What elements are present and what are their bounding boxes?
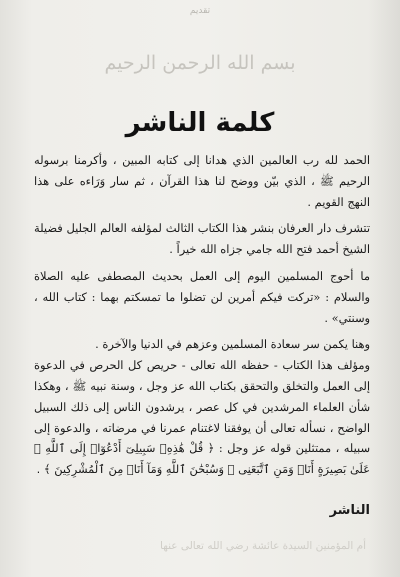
- paragraph-author-text: ومؤلف هذا الكتاب - حفظه الله تعالى - حريص كل الحرص في الدعوة إلى العمل والتخلق والتحقق بكتاب الله عز وجل ، وسنة نبيه ﷺ ، وهكذا شأن العلماء المرشدين في كل عصر ، يرشدون الناس إلى ذلك السبيل الواضح ، نسأله تعالى أن يوفقنا لاغتنام عمرنا في مرضاته ، والدعوة إلى سبيله ، ممتثلين قوله عز وجل :: [34, 358, 370, 456]
- title-wrapper: [0, 108, 400, 142]
- paragraph-hadith: ما أحوج المسلمين اليوم إلى العمل بحديث المصطفى عليه الصلاة والسلام : «تركت فيكم أمرين لن تضلوا ما تمسكتم بهما : كتاب الله ، وسنتي» .: [34, 268, 370, 325]
- publisher-signature: الناشر: [329, 503, 370, 518]
- paragraph-publisher: تتشرف دار العرفان بنشر هذا الكتاب الثالث لمؤلفه العالم الجليل فضيلة الشيخ أحمد فتح الله جامي جزاه الله خيراً .: [34, 221, 370, 257]
- basmala-ornament: بسم الله الرحمن الرحيم: [104, 52, 296, 74]
- page-title: كلمة الناشر: [125, 108, 275, 138]
- paragraph-praise: الحمد لله رب العالمين الذي هدانا إلى كتابه المبين ، وأكرمنا برسوله الرحيم ﷺ ، الذي بيّن ووضح لنا هذا القرآن ، ثم سار وَرَاءه على هذا النهج القويم .: [34, 153, 370, 209]
- quran-verse: ﴿ قُلْ هَٰذِهِۦ سَبِيلِىٓ أَدْعُوٓا۟ إِلَى ٱللَّهِ ۚ عَلَىٰ بَصِيرَةٍ أَنَا۠ وَمَنِ ٱتَّبَعَنِى ۖ وَسُبْحَٰنَ ٱللَّهِ وَمَآ أَنَا۠ مِنَ ٱلْمُشْرِكِينَ ﴾ .: [34, 441, 370, 477]
- bleed-through-text: أم المؤمنين السيدة عائشة رضي الله تعالى عنها: [160, 540, 366, 552]
- paragraph-happiness: وهنا يكمن سر سعادة المسلمين وعزهم في الدنيا والآخرة .: [95, 337, 370, 352]
- paragraph-author: [34, 355, 370, 480]
- running-head: تقديم: [189, 6, 211, 16]
- body-text: [34, 150, 370, 480]
